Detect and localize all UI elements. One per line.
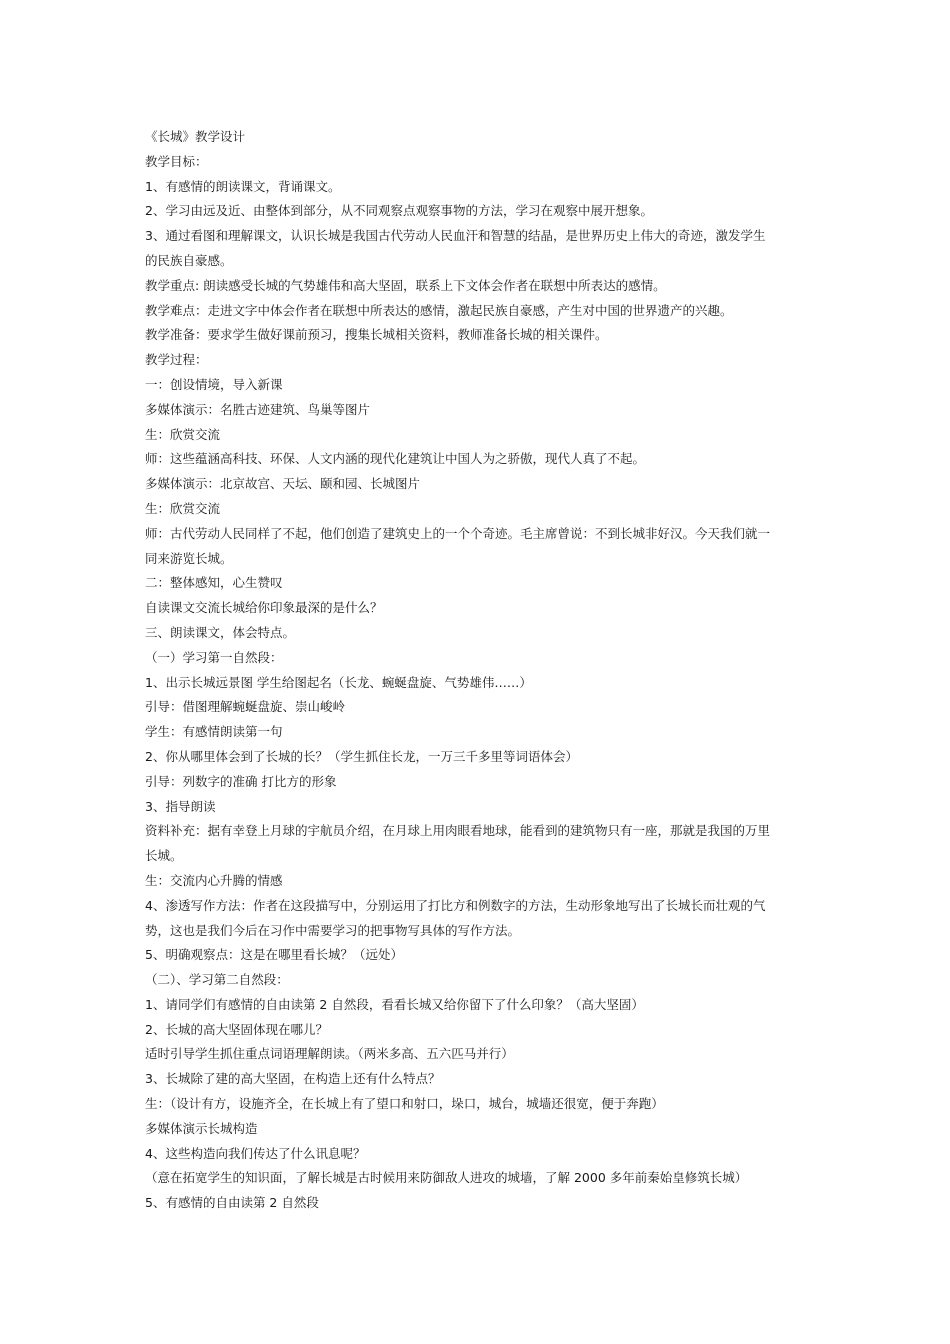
text-line: 2、学习由远及近、由整体到部分，从不同观察点观察事物的方法，学习在观察中展开想象。 bbox=[145, 203, 653, 219]
text-line: 引导：列数字的准确 打比方的形象 bbox=[145, 773, 337, 789]
document-body bbox=[145, 125, 815, 1216]
text-line: 3、通过看图和理解课文，认识长城是我国古代劳动人民血汗和智慧的结晶，是世界历史上伟大的奇迹，激发学生 bbox=[145, 228, 766, 244]
text-line: 生：欣赏交流 bbox=[145, 426, 221, 442]
text-line: 适时引导学生抓住重点词语理解朗读。（两米多高、五六匹马并行） bbox=[145, 1046, 514, 1062]
text-line: 4、渗透写作方法：作者在这段描写中，分别运用了打比方和例数字的方法，生动形象地写出了长城长而壮观的气 bbox=[145, 897, 766, 913]
text-line: （意在拓宽学生的知识面，了解长城是古时候用来防御敌人进攻的城墙，了解 2000 多年前秦始皇修筑长城） bbox=[145, 1170, 748, 1186]
text-line: 教学过程： bbox=[145, 352, 208, 368]
text-line: 生：交流内心升腾的情感 bbox=[145, 872, 283, 888]
text-line: 教学目标： bbox=[145, 153, 208, 169]
text-line: 同来游览长城。 bbox=[145, 550, 233, 566]
text-line: 2、你从哪里体会到了长城的长？（学生抓住长龙，一万三千多里等词语体会） bbox=[145, 748, 578, 764]
text-line: 师：古代劳动人民同样了不起，他们创造了建筑史上的一个个奇迹。毛主席曾说：不到长城非好汉。今天我们就一 bbox=[145, 525, 771, 541]
text-line: 教学难点：走进文字中体会作者在联想中所表达的感情，激起民族自豪感，产生对中国的世界遗产的兴趣。 bbox=[145, 302, 733, 318]
text-line: 3、长城除了建的高大坚固，在构造上还有什么特点？ bbox=[145, 1071, 441, 1087]
document-title: 《长城》教学设计 bbox=[145, 129, 246, 144]
text-line: 引导：借图理解蜿蜒盘旋、崇山峻岭 bbox=[145, 699, 346, 715]
text-line: 1、出示长城远景图 学生给图起名（长龙、蜿蜒盘旋、气势雄伟……） bbox=[145, 674, 532, 690]
text-line: 二：整体感知，心生赞叹 bbox=[145, 575, 283, 591]
text-line: 生：欣赏交流 bbox=[145, 500, 221, 516]
text-line: 4、这些构造向我们传达了什么讯息呢？ bbox=[145, 1145, 366, 1161]
text-line: 1、请同学们有感情的自由读第 2 自然段，看看长城又给你留下了什么印象？（高大坚固） bbox=[145, 996, 644, 1012]
text-line: 教学重点: 朗读感受长城的气势雄伟和高大坚固，联系上下文体会作者在联想中所表达的感情。 bbox=[145, 277, 666, 293]
text-line: 5、明确观察点：这是在哪里看长城？（远处） bbox=[145, 947, 403, 963]
text-line: 三、朗读课文，体会特点。 bbox=[145, 624, 296, 640]
text-line: 一：创设情境，导入新课 bbox=[145, 376, 283, 392]
text-line: 多媒体演示：名胜古迹建筑、鸟巢等图片 bbox=[145, 401, 371, 417]
text-line: 2、长城的高大坚固体现在哪儿？ bbox=[145, 1021, 328, 1037]
text-line: 教学准备：要求学生做好课前预习，搜集长城相关资料，教师准备长城的相关课件。 bbox=[145, 327, 608, 343]
text-line: 资料补充：据有幸登上月球的宇航员介绍，在月球上用肉眼看地球，能看到的建筑物只有一座，那就是我国的万里 bbox=[145, 823, 771, 839]
text-line: 学生：有感情朗读第一句 bbox=[145, 724, 283, 740]
text-line: 多媒体演示长城构造 bbox=[145, 1120, 258, 1136]
text-line: （一）学习第一自然段： bbox=[145, 649, 283, 665]
text-line: 师：这些蕴涵高科技、环保、人文内涵的现代化建筑让中国人为之骄傲，现代人真了不起。 bbox=[145, 451, 646, 467]
text-line: 生：（设计有方，设施齐全，在长城上有了望口和射口，垛口，城台，城墙还很宽，便于奔跑） bbox=[145, 1096, 664, 1112]
text-line: 多媒体演示：北京故宫、天坛、颐和园、长城图片 bbox=[145, 476, 421, 492]
text-line: （二）、学习第二自然段： bbox=[145, 972, 289, 988]
text-line: 的民族自豪感。 bbox=[145, 252, 233, 268]
text-line: 势，这也是我们今后在习作中需要学习的把事物写具体的写作方法。 bbox=[145, 922, 521, 938]
text-line: 自读课文交流长城给你印象最深的是什么？ bbox=[145, 600, 383, 616]
text-line: 5、有感情的自由读第 2 自然段 bbox=[145, 1195, 319, 1211]
text-line: 3、指导朗读 bbox=[145, 798, 216, 814]
text-line: 1、有感情的朗读课文，背诵课文。 bbox=[145, 178, 341, 194]
text-line: 长城。 bbox=[145, 848, 183, 864]
